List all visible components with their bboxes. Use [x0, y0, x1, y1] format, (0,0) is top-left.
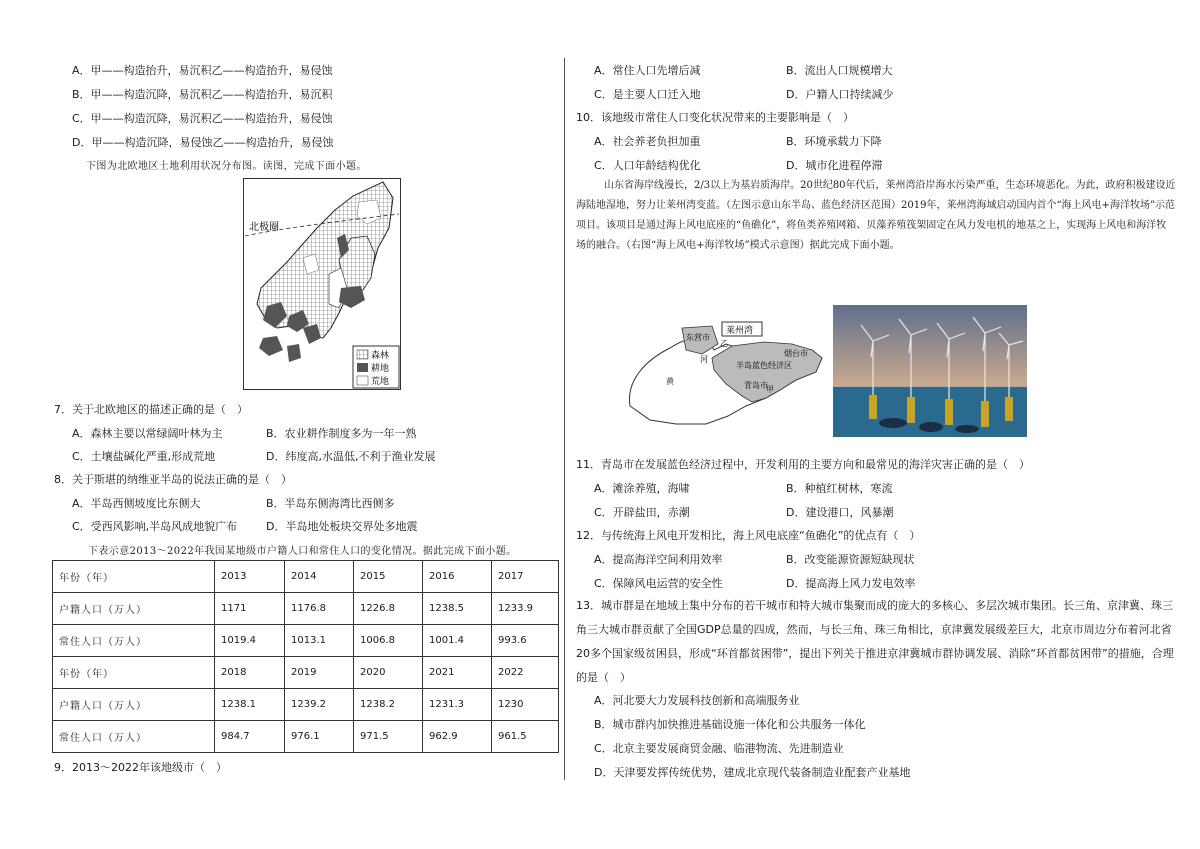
- q9-option-a: A．常住人口先增后减: [594, 64, 701, 77]
- legend-forest-swatch: [357, 350, 368, 359]
- table-row: [53, 657, 559, 689]
- table-cell: 2013: [215, 561, 285, 593]
- legend-barren-swatch: [357, 376, 368, 385]
- table-cell: 2020: [354, 657, 423, 689]
- q13-option-b: B．城市群内加快推进基础设施一体化和公共服务一体化: [594, 718, 866, 731]
- q13-option-c: C．北京主要发展商贸金融、临港物流、先进制造业: [594, 742, 844, 755]
- table-cell: 2014: [285, 561, 354, 593]
- q13-option-a: A．河北要大力发展科技创新和高端服务业: [594, 694, 800, 707]
- table-cell: 1019.4: [215, 625, 285, 657]
- column-divider: [564, 58, 565, 780]
- table-cell: 984.7: [215, 721, 285, 753]
- q13-option-d: D．天津要发挥传统优势，建成北京现代装备制造业配套产业基地: [594, 766, 911, 779]
- q12-option-a: A．提高海洋空间利用效率: [594, 553, 723, 566]
- passage-shandong: 山东省海岸线漫长，2/3以上为基岩质海岸。20世纪80年代后，莱州湾沿岸海水污染严重，生态环境恶化。为此，政府积极建设近海陆地湿地，努力让莱州湾变蓝。（左图示意山东半岛、蓝色经济区范围）2019年，莱州湾海域启动国内首个“海上风电+海洋牧场”示范项目。该项目是通过海上风电底座的“鱼礁化”，将鱼类养殖网箱、贝藻养殖筏架固定在风力发电机的地基之上，实现海上风电和海洋牧场的融合。（右图“海上风电+海洋牧场”模式示意图）据此完成下面小题。: [576, 180, 1176, 251]
- q11-stem: 11．青岛市在发展蓝色经济过程中，开发利用的主要方向和最常见的海洋灾害正确的是（ ）: [576, 458, 1030, 471]
- table-cell: 1238.1: [215, 689, 285, 721]
- q7-stem: 7．关于北欧地区的描述正确的是（ ）: [54, 403, 248, 416]
- table-cell: 971.5: [354, 721, 423, 753]
- table-cell: 1176.8: [285, 593, 354, 625]
- table-cell: 2019: [285, 657, 354, 689]
- table-cell: 常住人口（万人）: [53, 721, 215, 753]
- qingdao-label: 青岛市: [744, 381, 768, 390]
- q8-option-c: C．受西风影响,半岛风成地貌广布: [72, 520, 238, 533]
- table-cell: 年份（年）: [53, 657, 215, 689]
- shandong-peninsula-map: [616, 320, 826, 428]
- table-cell: 1233.9: [492, 593, 559, 625]
- dongying-label: 东营市: [686, 333, 710, 342]
- table-cell: 961.5: [492, 721, 559, 753]
- q8-option-d: D．半岛地处板块交界处多地震: [266, 520, 418, 533]
- table-cell: 1001.4: [423, 625, 492, 657]
- map-intro: 下图为北欧地区土地利用状况分布图。读图，完成下面小题。: [86, 161, 367, 172]
- table-cell: 1238.5: [423, 593, 492, 625]
- q11-option-a: A．滩涂养殖，海啸: [594, 482, 690, 495]
- table-row: [53, 625, 559, 657]
- q10-stem: 10．该地级市常住人口变化状况带来的主要影响是（ ）: [576, 111, 854, 124]
- q10-option-d: D．城市化进程停滞: [786, 159, 883, 172]
- q8-option-b: B．半岛东侧海湾比西侧多: [266, 497, 395, 510]
- legend-forest-label: 森林: [371, 351, 390, 361]
- table-cell: 1239.2: [285, 689, 354, 721]
- q7-option-c: C．土壤盐碱化严重,形成荒地: [72, 450, 216, 463]
- table-cell: 常住人口（万人）: [53, 625, 215, 657]
- q12-option-b: B．改变能源资源短缺现状: [786, 553, 915, 566]
- q7-option-b: B．农业耕作制度多为一年一熟: [266, 427, 417, 440]
- q10-option-c: C．人口年龄结构优化: [594, 159, 701, 172]
- table-cell: 1013.1: [285, 625, 354, 657]
- legend-barren-label: 荒地: [371, 377, 390, 387]
- q8-option-a: A．半岛西侧坡度比东侧大: [72, 497, 201, 510]
- table-cell: 1171: [215, 593, 285, 625]
- table-cell: 1226.8: [354, 593, 423, 625]
- q6-option-c: C．甲——构造沉降，易沉积乙——构造抬升，易侵蚀: [72, 112, 333, 125]
- q7-option-a: A．森林主要以常绿阔叶林为主: [72, 427, 223, 440]
- table-cell: 2018: [215, 657, 285, 689]
- point-yi-label: 乙: [720, 339, 728, 348]
- table-cell: 1230: [492, 689, 559, 721]
- offshore-wind-ocean-ranch-image: [833, 305, 1027, 437]
- blue-economic-zone-label: 半岛蓝色经济区: [736, 361, 792, 370]
- table-cell: 2022: [492, 657, 559, 689]
- q10-option-a: A．社会养老负担加重: [594, 135, 701, 148]
- table-intro: 下表示意2013～2022年我国某地级市户籍人口和常住人口的变化情况。据此完成下面小题。: [88, 546, 517, 557]
- river-label: 河: [700, 355, 708, 364]
- q11-option-c: C．开辟盐田，赤潮: [594, 506, 690, 519]
- q12-stem: 12．与传统海上风电开发相比，海上风电底座“鱼礁化”的优点有（ ）: [576, 529, 921, 542]
- table-row: [53, 593, 559, 625]
- q9-option-d: D．户籍人口持续减少: [786, 88, 894, 101]
- q11-option-b: B．种植红树林，寒流: [786, 482, 893, 495]
- q6-option-d: D．甲——构造沉降，易侵蚀乙——构造抬升，易侵蚀: [72, 136, 334, 149]
- table-cell: 户籍人口（万人）: [53, 593, 215, 625]
- q12-option-c: C．保障风电运营的安全性: [594, 577, 723, 590]
- table-cell: 2021: [423, 657, 492, 689]
- table-cell: 2017: [492, 561, 559, 593]
- table-cell: 2016: [423, 561, 492, 593]
- q13-stem: 13．城市群是在地域上集中分布的若干城市和特大城市集聚而成的庞大的多核心、多层次城市集团。长三角、京津冀、珠三角三大城市群贡献了全国GDP总量的四成，然而，与长三角、珠三角相比，京津冀发展级差巨大，北京市周边分布着河北省20多个国家级贫困县，形成“环首都贫困带”，提出下列关于推进京津冀城市群协调发展、消除“环首都贫困带”的措施，合理的是（ ）: [576, 599, 1174, 684]
- table-cell: 976.1: [285, 721, 354, 753]
- table-row: [53, 721, 559, 753]
- table-cell: 1231.3: [423, 689, 492, 721]
- table-cell: 户籍人口（万人）: [53, 689, 215, 721]
- table-cell: 2015: [354, 561, 423, 593]
- q6-option-a: A．甲——构造抬升，易沉积乙——构造抬升，易侵蚀: [72, 64, 333, 77]
- table-cell: 年份（年）: [53, 561, 215, 593]
- arctic-circle-label: 北极圈: [249, 222, 279, 233]
- table-cell: 1238.2: [354, 689, 423, 721]
- table-row: [53, 689, 559, 721]
- q12-option-d: D．提高海上风力发电效率: [786, 577, 916, 590]
- q6-option-b: B．甲——构造沉降，易沉积乙——构造抬升，易沉积: [72, 88, 333, 101]
- population-table: [52, 560, 559, 753]
- legend-farmland-label: 耕地: [371, 364, 390, 374]
- q9-stem: 9．2013～2022年该地级市（ ）: [54, 761, 227, 774]
- table-cell: 1006.8: [354, 625, 423, 657]
- laizhou-bay-label: 莱州湾: [726, 326, 754, 336]
- q8-stem: 8．关于斯堪的纳维亚半岛的说法正确的是（ ）: [54, 473, 292, 486]
- table-cell: 993.6: [492, 625, 559, 657]
- yantai-label: 烟台市: [784, 349, 808, 358]
- table-row: [53, 561, 559, 593]
- q11-option-d: D．建设港口，风暴潮: [786, 506, 894, 519]
- northern-europe-land-use-map: [243, 178, 401, 390]
- yellow-label: 黄: [666, 377, 674, 386]
- q9-option-c: C．是主要人口迁入地: [594, 88, 701, 101]
- point-jia-label: 甲: [766, 385, 774, 394]
- q9-option-b: B．流出人口规模增大: [786, 64, 893, 77]
- legend-farmland-swatch: [357, 363, 368, 372]
- q7-option-d: D．纬度高,水温低,不利于渔业发展: [266, 450, 436, 463]
- table-cell: 962.9: [423, 721, 492, 753]
- q10-option-b: B．环境承载力下降: [786, 135, 882, 148]
